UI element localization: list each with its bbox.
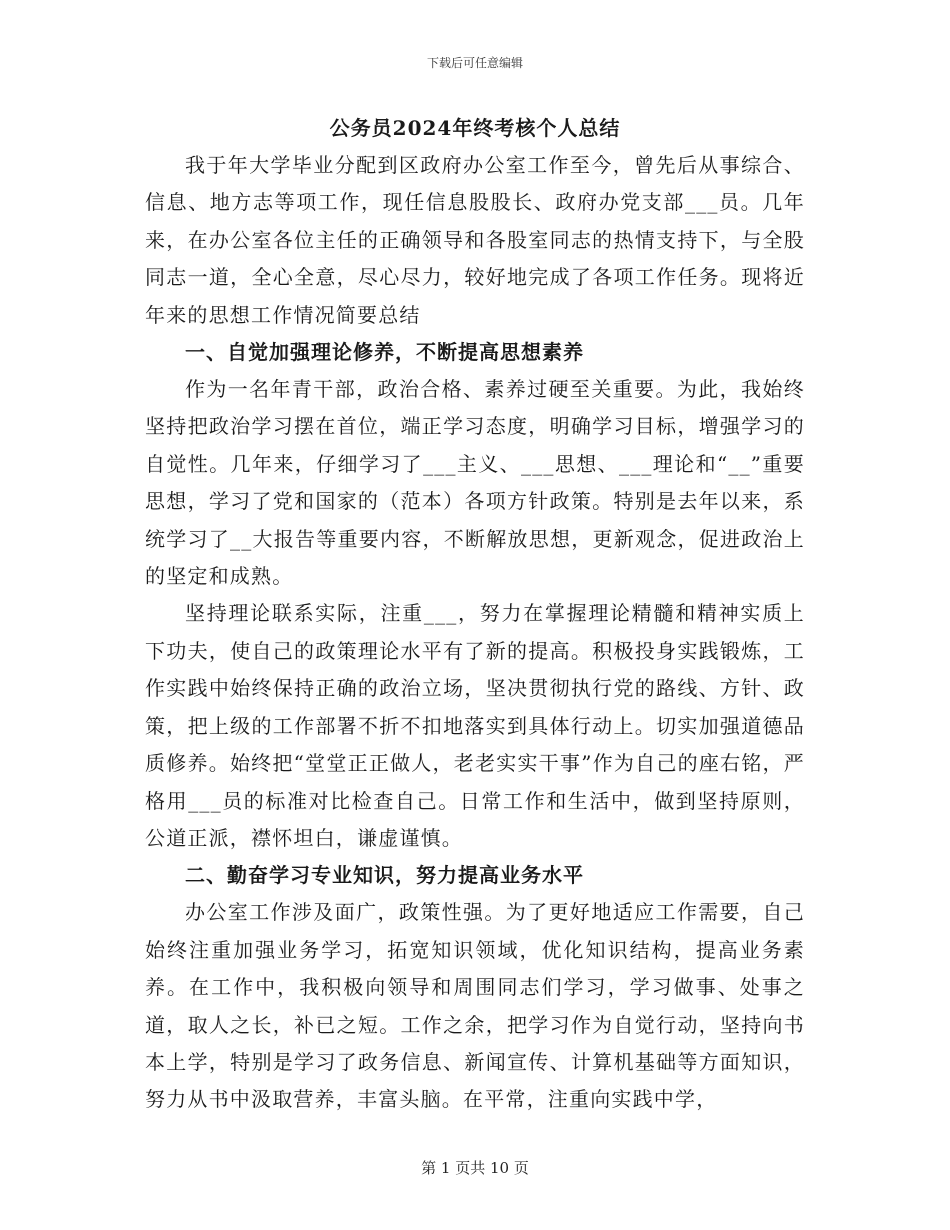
page-number-footer: 第 1 页共 10 页 [421,1159,529,1177]
section-heading-2: 二、勤奋学习专业知识，努力提高业务水平 [185,863,584,888]
section-1-paragraph-1: 作为一名年青干部，政治合格、素养过硬至关重要。为此，我始终坚持把政治学习摆在首位，端正学习态度，明确学习目标，增强学习的自觉性。几年来，仔细学习了___主义、___思想、___理论和“__”重要思想，学习了党和国家的（范本）各项方针政策。特别是去年以来，系统学习了__大报告等重要内容，不断解放思想，更新观念，促进政治上的坚定和成熟。 [145,377,805,589]
intro-paragraph: 我于年大学毕业分配到区政府办公室工作至今，曾先后从事综合、信息、地方志等项工作，现任信息股股长、政府办党支部___员。几年来，在办公室各位主任的正确领导和各股室同志的热情支持下，与全股同志一道，全心全意，尽心尽力，较好地完成了各项工作任务。现将近年来的思想工作情况简要总结 [145,153,805,327]
document-body [145,110,805,1119]
document-title: 公务员2024年终考核个人总结 [329,116,621,140]
header-note: 下载后可任意编辑 [426,56,523,70]
section-2-paragraph-1: 办公室工作涉及面广，政策性强。为了更好地适应工作需要，自己始终注重加强业务学习，拓宽知识领域，优化知识结构，提高业务素养。在工作中，我积极向领导和周围同志们学习，学习做事、处事之道，取人之长，补已之短。工作之余，把学习作为自觉行动，坚持向书本上学，特别是学习了政务信息、新闻宣传、计算机基础等方面知识，努力从书中汲取营养，丰富头脑。在平常，注重向实践中学， [145,900,805,1112]
section-heading-1: 一、自觉加强理论修养，不断提高思想素养 [185,340,584,365]
section-1-paragraph-2: 坚持理论联系实际，注重___，努力在掌握理论精髓和精神实质上下功夫，使自己的政策理论水平有了新的提高。积极投身实践锻炼，工作实践中始终保持正确的政治立场，坚决贯彻执行党的路线、方针、政策，把上级的工作部署不折不扣地落实到具体行动上。切实加强道德品质修养。始终把“堂堂正正做人，老老实实干事”作为自己的座右铭，严格用___员的标准对比检查自己。日常工作和生活中，做到坚持原则，公道正派，襟怀坦白，谦虚谨慎。 [145,601,805,850]
